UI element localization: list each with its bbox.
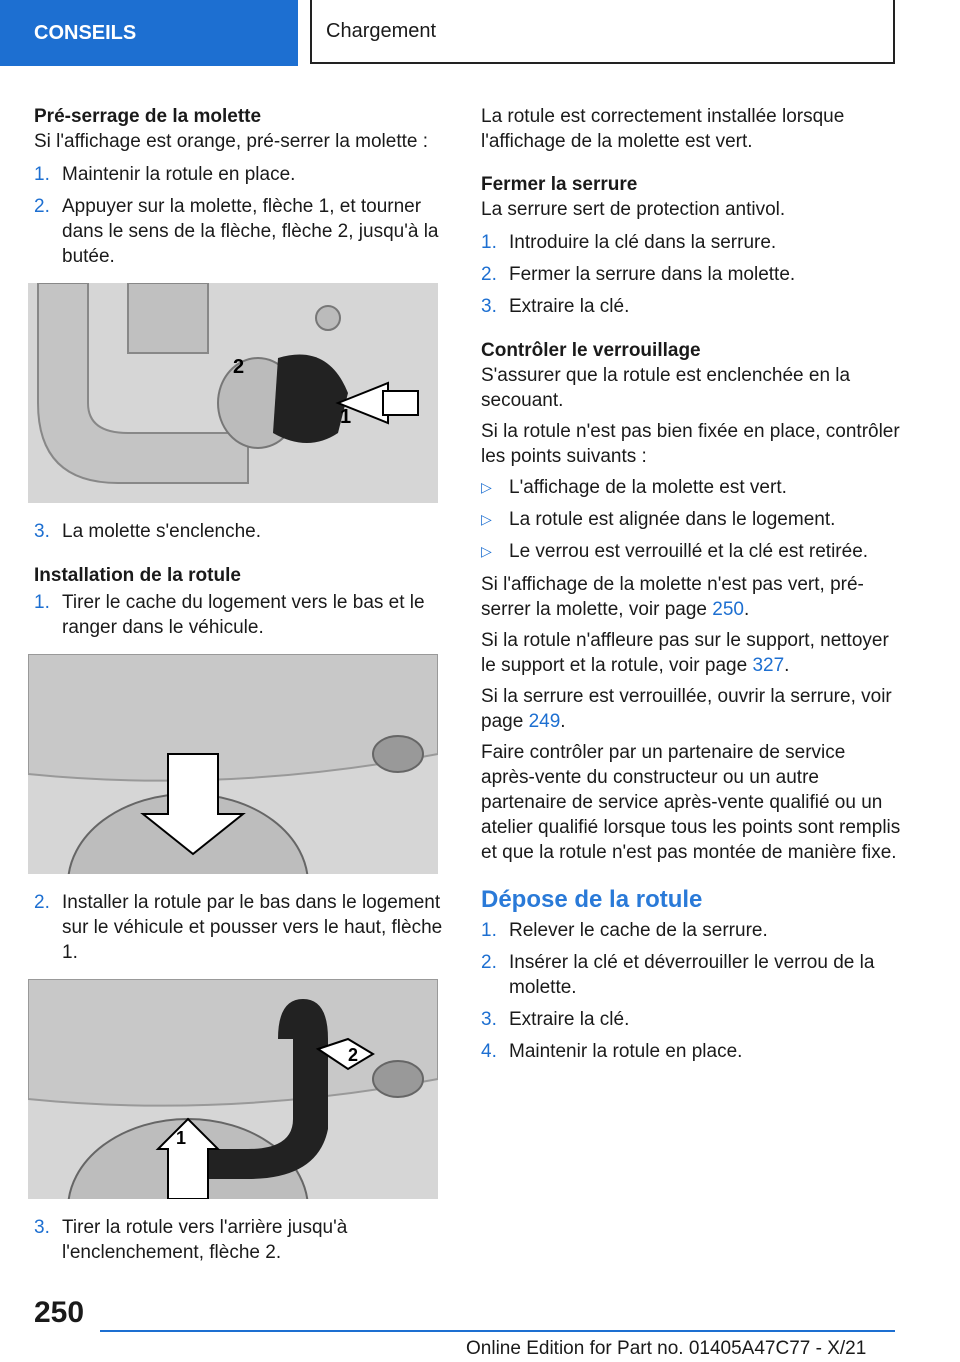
paragraph: La rotule est correctement installée lorsque l'affichage de la molette est vert. [481, 106, 845, 152]
list-text: La rotule est alignée dans le logement. [509, 509, 836, 530]
heading-pre-serrage: Pré-serrage de la molette [34, 106, 262, 127]
list-item [34, 590, 444, 640]
ordered-list [34, 162, 444, 269]
triangle-bullet-icon: ▷ [481, 479, 492, 495]
list-number: 2. [481, 264, 497, 285]
label-arrow-2: 2 [348, 1045, 359, 1065]
list-number: 3. [481, 296, 497, 317]
list-number: 1. [481, 920, 497, 941]
list-number: 3. [34, 521, 50, 542]
paragraph: Faire contrôler par un partenaire de service après-vente du constructeur ou un autre partenaire de service après-vente qualifié ou un atelier qualifié lorsque tous les points sont remplis et que la rotule n'est pas montée de manière fixe. [481, 742, 901, 863]
page-link-327[interactable]: 327 [752, 655, 785, 676]
list-text: Maintenir la rotule en place. [62, 164, 296, 185]
ordered-list [34, 1215, 444, 1265]
list-text: Installer la rotule par le bas dans le logement sur le véhicule et pousser vers le haut, flèche 1. [62, 892, 443, 963]
list-item [481, 507, 901, 532]
list-text: Insérer la clé et déverrouiller le verrou de la molette. [509, 952, 875, 998]
list-item [481, 950, 901, 1000]
list-item [34, 1215, 444, 1265]
figure-rotule [28, 979, 438, 1199]
triangle-bullet-icon: ▷ [481, 543, 492, 559]
list-number: 2. [481, 952, 497, 973]
footer-edition: Online Edition for Part no. 01405A47C77 - X/21 [466, 1338, 867, 1359]
right-column [481, 104, 901, 1071]
heading-installation: Installation de la rotule [34, 565, 241, 586]
page-link-249[interactable]: 249 [528, 711, 561, 732]
paragraph: S'assurer que la rotule est enclenchée en la secouant. [481, 365, 851, 411]
list-number: 1. [34, 592, 50, 613]
list-number: 3. [34, 1217, 50, 1238]
label-arrow-1: 1 [340, 406, 352, 428]
list-text: Extraire la clé. [509, 296, 630, 317]
list-item [481, 294, 901, 319]
list-item [34, 519, 444, 544]
bullet-list [481, 475, 901, 564]
list-number: 1. [34, 164, 50, 185]
paragraph: Si l'affichage est orange, pré-serrer la molette : [34, 131, 429, 152]
paragraph: Si la rotule n'affleure pas sur le support, nettoyer le support et la rotule, voir page 327. [481, 630, 889, 676]
molette-illustration [28, 283, 438, 503]
left-column [34, 104, 444, 1272]
list-item [34, 890, 444, 965]
list-number: 4. [481, 1041, 497, 1062]
list-item [481, 262, 901, 287]
footer-divider [100, 1330, 895, 1332]
paragraph: Si la rotule n'est pas bien fixée en place, contrôler les points suivants : [481, 421, 900, 467]
list-item [481, 539, 901, 564]
page-link-250[interactable]: 250 [712, 599, 744, 620]
list-number: 2. [34, 892, 50, 913]
list-item [34, 194, 444, 269]
list-text: Tirer la rotule vers l'arrière jusqu'à l'enclenchement, flèche 2. [62, 1217, 348, 1263]
page-title: Chargement [310, 0, 895, 64]
list-text: Introduire la clé dans la serrure. [509, 232, 777, 253]
heading-fermer-serrure: Fermer la serrure [481, 174, 638, 195]
cache-illustration [28, 654, 438, 874]
figure-cache [28, 654, 438, 874]
list-text: Appuyer sur la molette, flèche 1, et tourner dans le sens de la flèche, flèche 2, jusqu'à la butée. [62, 196, 439, 267]
paragraph: La serrure sert de protection antivol. [481, 199, 786, 220]
heading-depose: Dépose de la rotule [481, 886, 703, 913]
list-number: 2. [34, 196, 50, 217]
list-item [481, 1039, 901, 1064]
ordered-list [34, 890, 444, 965]
list-number: 1. [481, 232, 497, 253]
figure-molette [28, 283, 438, 503]
list-text: Maintenir la rotule en place. [509, 1041, 743, 1062]
heading-controler: Contrôler le verrouillage [481, 340, 701, 361]
triangle-bullet-icon: ▷ [481, 511, 492, 527]
list-item [481, 475, 901, 500]
list-text: Le verrou est verrouillé et la clé est retirée. [509, 541, 869, 562]
list-text: Extraire la clé. [509, 1009, 630, 1030]
page-number: 250 [34, 1296, 85, 1329]
label-arrow-1: 1 [176, 1128, 187, 1148]
section-tab: CONSEILS [0, 0, 298, 66]
list-text: La molette s'enclenche. [62, 521, 262, 542]
list-item [481, 918, 901, 943]
list-item [481, 230, 901, 255]
list-number: 3. [481, 1009, 497, 1030]
paragraph: Si la serrure est verrouillée, ouvrir la serrure, voir page 249. [481, 686, 892, 732]
list-text: Fermer la serrure dans la molette. [509, 264, 796, 285]
ordered-list [481, 918, 901, 1064]
label-arrow-2: 2 [233, 356, 245, 378]
list-item [34, 162, 444, 187]
paragraph: Si l'affichage de la molette n'est pas vert, pré-serrer la molette, voir page 250. [481, 574, 864, 620]
list-item [481, 1007, 901, 1032]
ordered-list [34, 590, 444, 640]
list-text: L'affichage de la molette est vert. [509, 477, 787, 498]
list-text: Relever le cache de la serrure. [509, 920, 768, 941]
rotule-illustration [28, 979, 438, 1199]
ordered-list [481, 230, 901, 319]
ordered-list [34, 519, 444, 544]
list-text: Tirer le cache du logement vers le bas et le ranger dans le véhicule. [62, 592, 425, 638]
